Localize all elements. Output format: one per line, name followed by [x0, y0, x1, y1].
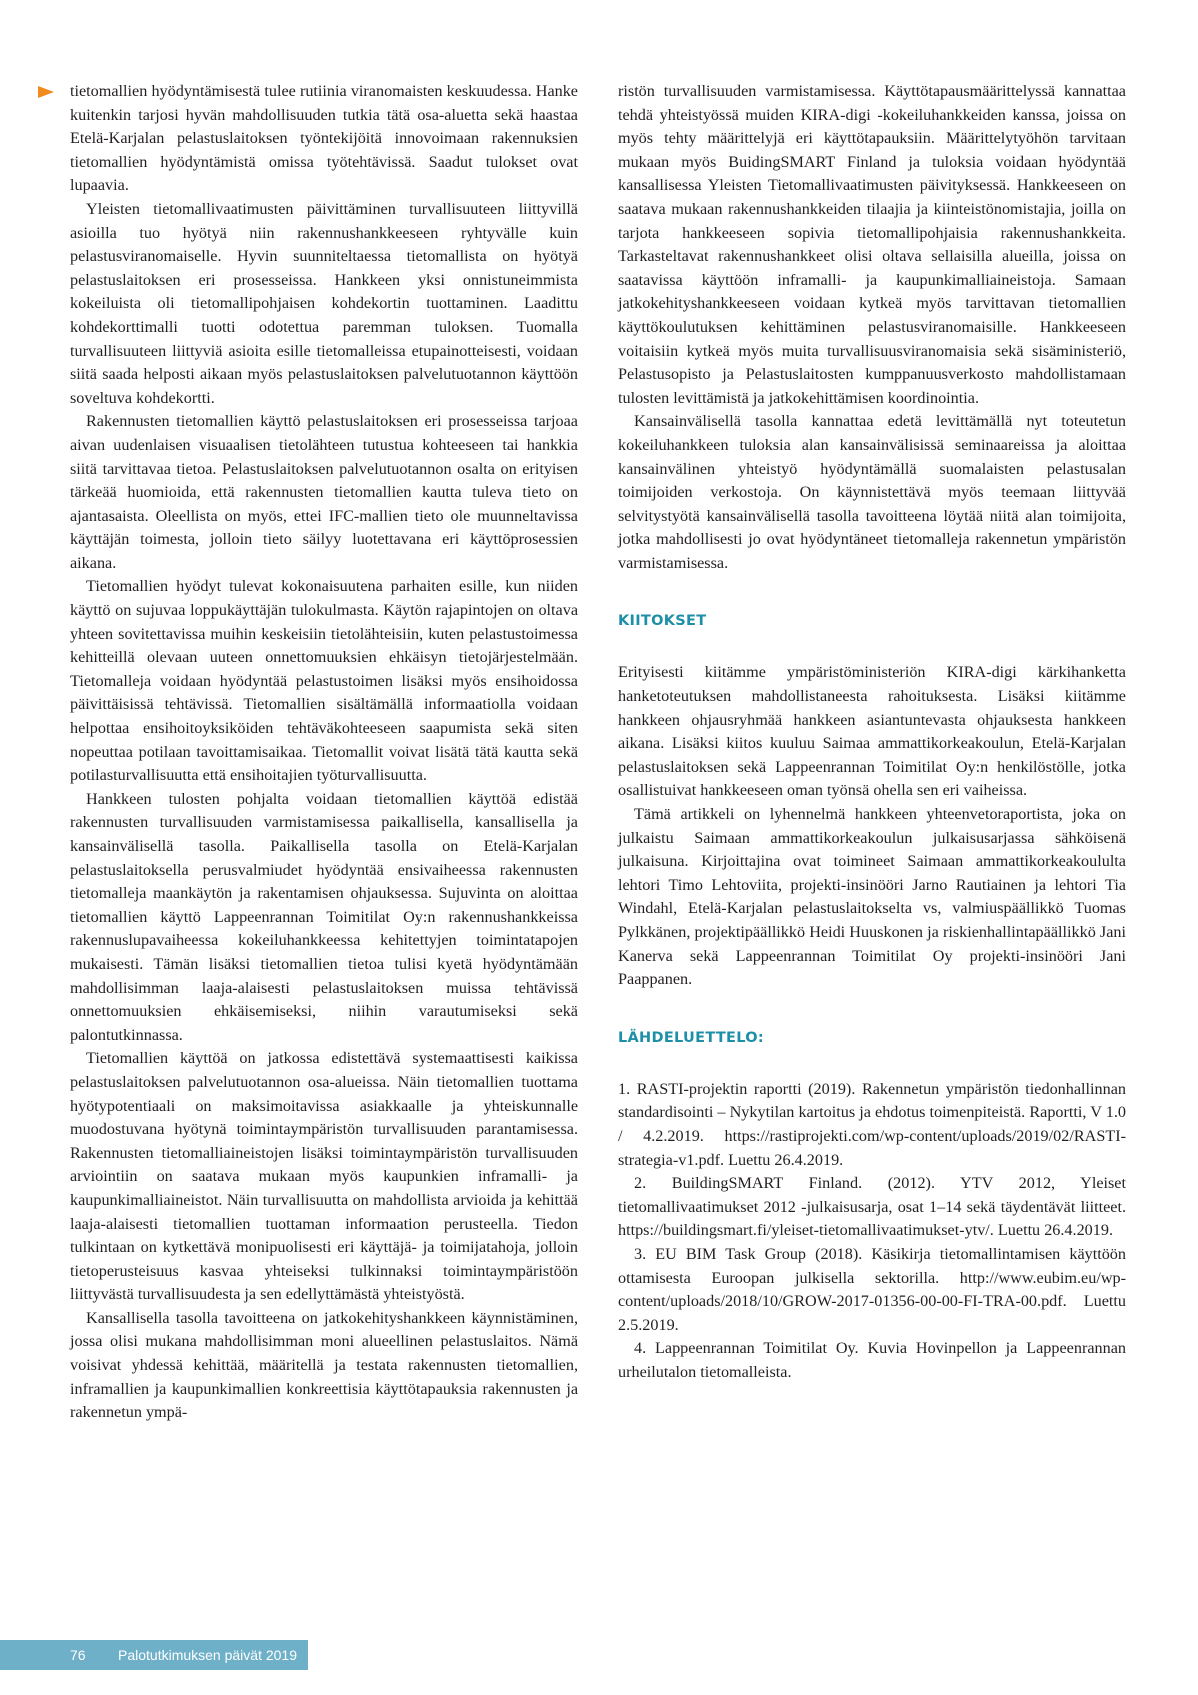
reference-item: 1. RASTI-projektin raportti (2019). Rakennetun ympäristön tiedonhallinnan standardisointi – Nykytilan kartoitus ja ehdotus toimenpiteistä. Raportti, V 1.0 / 4.2.2019. https://rastiprojekti.com/wp-content/uploads/2019/02/RASTI-strategia-v1.pdf. Luettu 26.4.2019. [618, 1079, 1126, 1169]
body-paragraph: Tietomallien käyttöä on jatkossa edistettävä systemaattisesti kaikissa pelastuslaitoksen palvelutuotannon osa-alueissa. Näin tietomallien tuottama hyötypotentiaali on maksimoitavissa asiakkaalle ja yhteiskunnalle muodostuvana hyötynä toimintaympäristön turvallisuuden parantamisessa. Rakennusten tietomalliaineistojen lisäksi toimintaympäristön turvallisuuden arviointiin on saatava mukaan myös kaupunkien inframalli- ja kaupunkimalliaineistot. Näin turvallisuutta on mahdollista arvioida ja kehittää laaja-alaisesti tietomallien tuottaman informaation perusteella. Tiedon tulkintaan on kytkettävä monipuolisesti eri käyttäjä- ja toimijatahoja, jolloin tietoperusteisuus kasvaa yhteiseksi tulkinnaksi toimintaympäristöön liittyvästä turvallisuudesta ja sen edellyttämästä yhteistyöstä. [70, 1049, 578, 1304]
page-number: 76 [70, 1647, 86, 1663]
reference-item: 3. EU BIM Task Group (2018). Käsikirja tietomallintamisen käyttöön ottamisesta Euroopan julkisella sektorilla. http://www.eubim.eu/wp-content/uploads/2018/10/GROW-2017-01356-00-00-FI-TRA-00.pdf. Luettu 2.5.2019. [618, 1244, 1126, 1334]
acknowledgements-paragraph: Tämä artikkeli on lyhennelmä hankkeen yhteenvetoraportista, joka on julkaistu Saimaan ammattikorkeakoulun julkaisusarjassa sähköisenä julkaisuna. Kirjoittajina ovat toimineet Saimaan ammattikorkeakoululta lehtori Timo Lehtoviita, projekti-insinööri Jarno Rautiainen ja lehtori Tia Windahl, Etelä-Karjalan pelastuslaitokselta vs, valmiuspäällikkö Tuomas Pylkkänen, projektipäällikkö Heidi Huuskonen ja riskienhallintapäällikkö Jani Kanerva sekä Lappeenrannan Toimitilat Oy projekti-insinööri Jani Paappanen. [618, 805, 1126, 989]
acknowledgements-heading: KIITOKSET [618, 613, 707, 630]
reference-item: 2. BuildingSMART Finland. (2012). YTV 2012, Yleiset tietomallivaatimukset 2012 -julkaisusarja, osat 1–14 sekä täydentävät liitteet. https://buildingsmart.fi/yleiset-tietomallivaatimukset-ytv/. Luettu 26.4.2019. [618, 1174, 1126, 1240]
left-column [70, 80, 578, 1425]
body-paragraph: Yleisten tietomallivaatimusten päivittäminen turvallisuuteen liittyvillä asioilla tuo hyötyä niin rakennushankkeeseen ryhtyvälle kuin pelastusviranomaiselle. Hyvin suunniteltaessa tietomallista on hyötyä pelastuslaitoksen eri prosesseissa. Hankkeen yksi onnistuneimmista kokeiluista oli tietomallipohjaisen kohdekortin tuottaminen. Laadittu kohdekorttimalli tuotti odotettua paremman tuloksen. Tuomalla turvallisuuteen liittyviä asioita esille tietomalleissa etupainotteisesti, voidaan siitä saada helposti aikaan myös pelastuslaitoksen palvelutuotannon käyttöön soveltuva kohdekortti. [70, 199, 578, 407]
right-column [618, 80, 1126, 1385]
acknowledgements-paragraph: Erityisesti kiitämme ympäristöministeriön KIRA-digi kärkihanketta hanketoteutuksen mahdollistaneesta rahoituksesta. Lisäksi kiitämme hankkeen ohjausryhmää hankkeen asiantuntevasta ohjauksesta hankkeen aikana. Lisäksi kiitos kuuluu Saimaa ammattikorkeakoulun, Etelä-Karjalan pelastuslaitoksen sekä Lappeenrannan Toimitilat Oy:n henkilöstölle, jotka osallistuivat hankkeeseen oman työnsä ohella sen eri vaiheissa. [618, 663, 1126, 800]
body-paragraph: Hankkeen tulosten pohjalta voidaan tietomallien käyttöä edistää rakennusten turvallisuuden varmistamisessa paikallisella, kansallisella ja kansainvälisellä tasolla. Paikallisella tasolla on Etelä-Karjalan pelastuslaitoksella perusvalmiudet hyödyntää ensivaiheessa rakennusten tietomalleja maankäytön ja rakentamisen ohjauksessa. Sujuvinta on aloittaa tietomallien käyttö Lappeenrannan Toimitilat Oy:n rakennushankkeissa rakennuslupavaiheessa kokeiluhankkeessa kehitettyjen toimintatapojen mukaisesti. Tämän lisäksi tietomallien tietoa tulisi kyetä hyödyntämään mahdollisimman laaja-alaisesti pelastuslaitoksen muissa tehtävissä onnettomuuksien ehkäisemiseksi, niihin varautumiseksi sekä palontutkinnassa. [70, 789, 578, 1044]
body-paragraph: Kansainvälisellä tasolla kannattaa edetä levittämällä nyt toteutetun kokeiluhankkeen tuloksia alan kansainvälisissä seminaareissa ja aloittaa kansainvälinen yhteistyö hyödyntämällä suomalaisten pelastusalan toimijoiden verkostoja. On käynnistettävä myös teemaan liittyvää selvitystyötä kansainvälisellä tasolla tavoitteena löytää niitä alan toimijoita, jotka mahdollisesti jo ovat hyödyntäneet tietomalleja rakennetun ympäristön varmistamisessa. [618, 412, 1126, 572]
publication-title: Palotutkimuksen päivät 2019 [118, 1647, 297, 1663]
reference-item: 4. Lappeenrannan Toimitilat Oy. Kuvia Hovinpellon ja Lappeenrannan urheilutalon tietomalleista. [618, 1339, 1126, 1381]
body-paragraph: Tietomallien hyödyt tulevat kokonaisuutena parhaiten esille, kun niiden käyttö on sujuvaa loppukäyttäjän tulokulmasta. Käytön rajapintojen on oltava yhteen sovitettavissa muihin keskeisiin tietolähteisiin, kuten pelastustoimessa kehitteillä olevaan uuteen onnettomuuksien ehkäisyn tietojärjestelmään. Tietomalleja voidaan hyödyntää pelastustoimen lisäksi myös ensihoidossa päivittäisissä tehtävissä. Tietomallien sisältämällä informaatiolla voidaan helpottaa ensihoitoyksiköiden tehtäväkohteeseen saapumista sekä siten nopeuttaa potilaan tavoittamisaikaa. Tietomallit voivat lisätä tätä kautta sekä potilasturvallisuutta että ensihoitajien työturvallisuutta. [70, 577, 578, 785]
body-paragraph: Kansallisella tasolla tavoitteena on jatkokehityshankkeen käynnistäminen, jossa olisi mukana mahdollisimman moni alueellinen pelastuslaitos. Nämä voisivat yhdessä kehittää, määritellä ja testata rakennusten tietomallien, inframallien ja kaupunkimallien konkreettisia käyttötapauksia rakennusten ja rakennetun ympä- [70, 1308, 578, 1422]
continuation-arrow-icon [38, 86, 54, 98]
references-heading: LÄHDELUETTELO: [618, 1029, 765, 1046]
body-paragraph: tietomallien hyödyntämisestä tulee rutiinia viranomaisten keskuudessa. Hanke kuitenkin tarjosi hyvän mahdollisuuden tutkia tätä osa-aluetta sekä haastaa Etelä-Karjalan pelastuslaitoksen työntekijöitä innovoimaan rakennuksien tietomallien hyödyntämistä omissa työtehtävissä. Saadut tulokset ovat lupaavia. [70, 82, 578, 195]
body-paragraph: ristön turvallisuuden varmistamisessa. Käyttötapausmäärittelyssä kannattaa tehdä yhteistyössä muiden KIRA-digi -kokeiluhankkeiden kanssa, joissa on myös tehty määrittelyjä eri käyttötapauksiin. Määrittelytyöhön tarvitaan mukaan myös BuidingSMART Finland ja tuloksia voidaan hyödyntää kansallisessa Yleisten Tietomallivaatimusten päivityksessä. Hankkeeseen on saatava mukaan rakennushankkeiden tilaajia ja kiinteistönomistajia, joilla on tarjota hankkeeseen sopivia tietomallipohjaisia rakennushankkeita. Tarkasteltavat rakennushankkeet olisi oltava sellaisilla alueilla, joissa on saatavissa käyttöön inframalli- ja kaupunkimalliaineistoja. Samaan jatkokehityshankkeeseen voidaan kytkeä myös tarvittavan tietomallien käyttökoulutuksen kehittäminen pelastusviranomaisille. Hankkeeseen voitaisiin kytkeä myös muita turvallisuusviranomaisia sekä sisäministeriö, Pelastusopisto ja Pelastuslaitosten kumppanuusverkosto mahdollistamaan tulosten levittämistä ja jatkokehittämisen koordinointia. [618, 82, 1126, 407]
body-paragraph: Rakennusten tietomallien käyttö pelastuslaitoksen eri prosesseissa tarjoaa aivan uudenlaisen visuaalisen tietolähteen tutustua kohteeseen tai hankkia siitä tarvittavaa tietoa. Pelastuslaitoksen palvelutuotannon osalta on erityisen tärkeää huomioida, että rakennusten tietomallien kautta tuleva tieto on ajantasaista. Oleellista on myös, ettei IFC-mallien tieto ole muunneltavissa käyttäjän toimesta, jolloin tieto säilyy luotettavana eri käyttöprosessien aikana. [70, 412, 578, 572]
page-footer [0, 1640, 308, 1670]
